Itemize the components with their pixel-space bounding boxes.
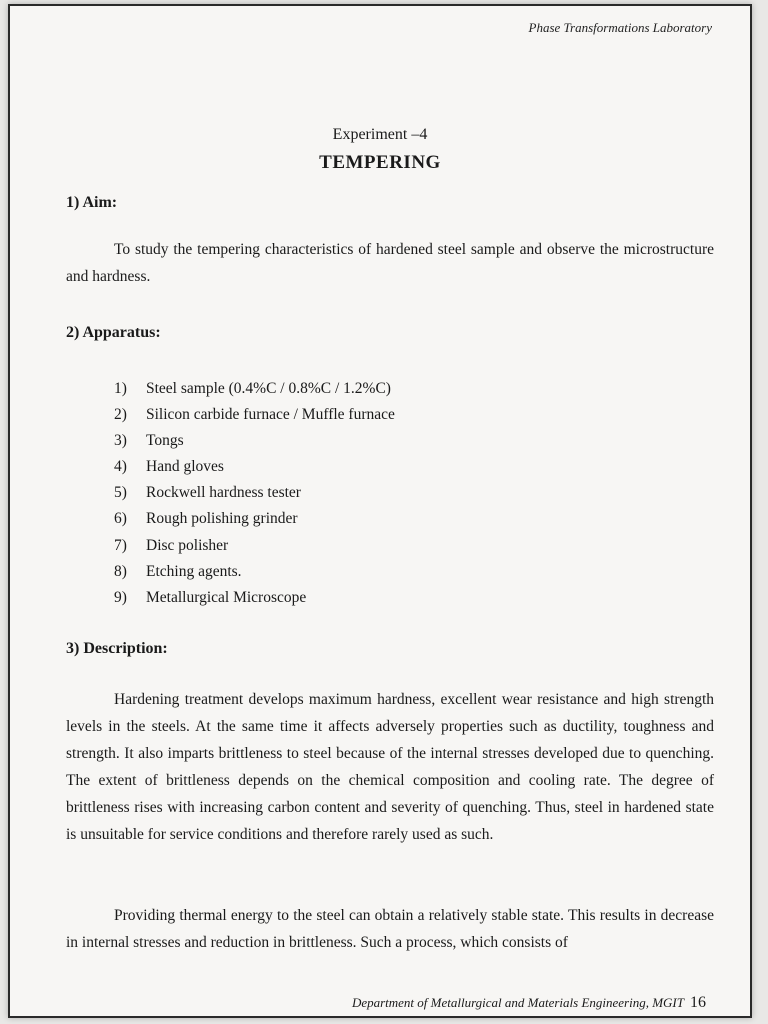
- list-item-number: 8): [114, 562, 127, 580]
- list-item-number: 7): [114, 536, 127, 554]
- list-item: [114, 428, 395, 454]
- list-item: [114, 454, 395, 480]
- list-item-label: Disc polisher: [146, 536, 229, 554]
- list-item-number: 2): [114, 406, 127, 424]
- list-item-label: Metallurgical Microscope: [146, 588, 307, 606]
- list-item-label: Rough polishing grinder: [146, 510, 298, 528]
- aim-text: To study the tempering characteristics of hardened steel sample and observe the microstructure and hardness.: [66, 241, 714, 285]
- description-paragraph-1: Hardening treatment develops maximum hardness, excellent wear resistance and high strength levels in the steels. At the same time it affects adversely properties such as ductility, toughness and strength. It also imparts brittleness to steel because of the internal stresses developed due to quenching. The extent of brittleness depends on the chemical composition and cooling rate. The degree of brittleness rises with increasing carbon content and severity of quenching. Thus, steel in hardened state is unsuitable for service conditions and therefore rarely used as such.: [66, 691, 714, 843]
- list-item-number: 5): [114, 484, 127, 502]
- list-item-label: Rockwell hardness tester: [146, 484, 301, 502]
- list-item-label: Hand gloves: [146, 458, 224, 476]
- apparatus-list: [114, 376, 395, 611]
- document-page: [8, 4, 752, 1018]
- list-item-label: Silicon carbide furnace / Muffle furnace: [146, 406, 395, 424]
- list-item: [114, 559, 395, 585]
- list-item-number: 4): [114, 458, 127, 476]
- list-item-label: Etching agents.: [146, 562, 242, 580]
- page-title: TEMPERING: [319, 152, 441, 173]
- page-footer: [352, 994, 706, 1012]
- list-item-number: 6): [114, 510, 127, 528]
- running-header: Phase Transformations Laboratory: [528, 20, 712, 35]
- description-paragraph-2: Providing thermal energy to the steel can obtain a relatively stable state. This results in decrease in internal stresses and reduction in brittleness. Such a process, which consists of: [66, 907, 714, 951]
- list-item-number: 3): [114, 432, 127, 450]
- footer-department: Department of Metallurgical and Materials Engineering, MGIT: [351, 995, 684, 1010]
- apparatus-heading: 2) Apparatus:: [66, 324, 161, 341]
- list-item-number: 1): [114, 380, 127, 397]
- list-item: [114, 480, 395, 506]
- list-item: [114, 376, 395, 402]
- list-item: [114, 402, 395, 428]
- list-item: [114, 533, 395, 559]
- list-item: [114, 585, 395, 611]
- list-item-label: Steel sample (0.4%C / 0.8%C / 1.2%C): [146, 380, 391, 397]
- list-item: [114, 506, 395, 532]
- list-item-number: 9): [114, 588, 127, 606]
- list-item-label: Tongs: [146, 432, 184, 450]
- description-heading: 3) Description:: [66, 640, 168, 657]
- experiment-number: Experiment –4: [332, 126, 428, 143]
- aim-heading: 1) Aim:: [66, 194, 118, 211]
- page-number: 16: [690, 994, 706, 1011]
